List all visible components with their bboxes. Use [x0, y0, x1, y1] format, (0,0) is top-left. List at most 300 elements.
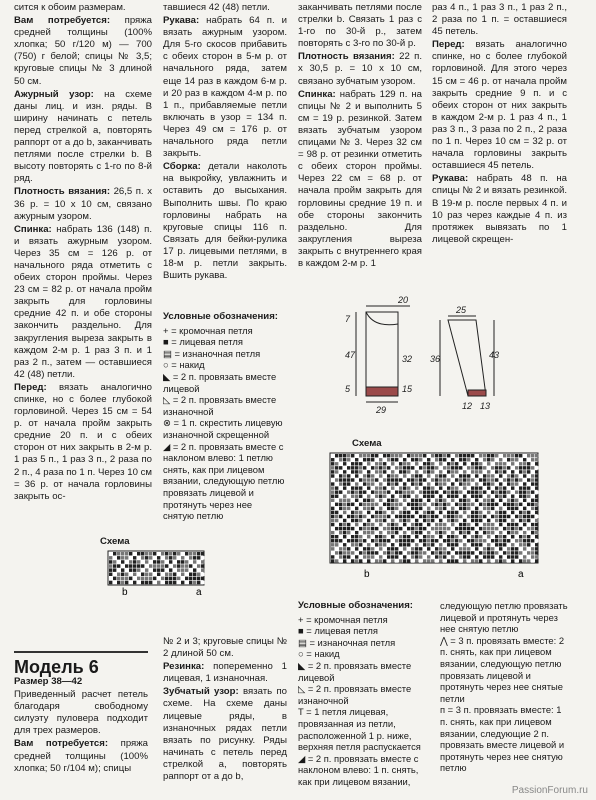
label-materials-2: Вам потребуется:: [14, 738, 109, 750]
pattern-cell: [511, 458, 514, 461]
pattern-cell: [379, 551, 382, 554]
label-sleeves: Рукава:: [163, 15, 200, 27]
pattern-cell: [435, 474, 438, 477]
pattern-cell: [407, 535, 410, 538]
pattern-cell: [511, 559, 514, 562]
pattern-cell: [495, 490, 498, 493]
pattern-cell: [387, 523, 390, 526]
pattern-cell: [387, 515, 390, 518]
pattern-cell: [459, 486, 462, 489]
pattern-cell: [335, 531, 338, 534]
pattern-cell: [511, 523, 514, 526]
pattern-cell: [117, 581, 120, 585]
pattern-cell: [125, 564, 128, 568]
pattern-cell: [511, 454, 514, 457]
pattern-cell: [387, 486, 390, 489]
pattern-cell: [503, 531, 506, 534]
pattern-cell: [343, 527, 346, 530]
pattern-cell: [455, 490, 458, 493]
pattern-cell: [447, 559, 450, 562]
pattern-cell: [487, 535, 490, 538]
pattern-cell: [407, 474, 410, 477]
pattern-cell: [431, 458, 434, 461]
pattern-cell: [471, 559, 474, 562]
pattern-cell: [403, 511, 406, 514]
pattern-cell: [379, 515, 382, 518]
legend-item: ◺ = 2 п. провязать вместе изнаночной: [163, 394, 277, 417]
pattern-cell: [395, 486, 398, 489]
pattern-cell: [403, 551, 406, 554]
legend-item: ◣ = 2 п. провязать вместе лицевой: [163, 370, 277, 394]
text-c3p0: заканчивать петлями после стрелки b. Связать 1 раз с 1-го по 30-й р., затем повторять с 3-го по 30-й р.: [298, 2, 422, 50]
pattern-cell: [467, 527, 470, 530]
pattern-cell: [523, 539, 526, 542]
pattern-cell: [491, 559, 494, 562]
pattern-cell: [479, 478, 482, 481]
pattern-cell: [431, 515, 434, 518]
pattern-cell: [471, 478, 474, 481]
pattern-cell: [351, 458, 354, 461]
pattern-cell: [515, 539, 518, 542]
pattern-cell: [351, 482, 354, 485]
pattern-cell: [511, 539, 514, 542]
pattern-cell: [483, 515, 486, 518]
legend-item: ◢ = 2 п. провязать вместе с наклоном влево: 1 петлю снять, как при лицевом вязании, следующую петлю провязать лицевой и протянуть через нее снятую петлю: [163, 440, 285, 522]
pattern-cell: [451, 559, 454, 562]
pattern-cell: [427, 535, 430, 538]
pattern-cell: [149, 564, 152, 568]
pattern-cell: [343, 462, 346, 465]
pattern-cell: [523, 551, 526, 554]
pattern-cell: [165, 552, 168, 556]
pattern-cell: [411, 543, 414, 546]
pattern-cell: [475, 503, 478, 506]
pattern-cell: [535, 519, 538, 522]
pattern-cell: [503, 519, 506, 522]
pattern-cell: [447, 499, 450, 502]
pattern-cell: [507, 486, 510, 489]
pattern-cell: [427, 454, 430, 457]
pattern-cell: [515, 527, 518, 530]
pattern-cell: [459, 470, 462, 473]
pattern-cell: [117, 556, 120, 560]
pattern-cell: [407, 495, 410, 498]
pattern-cell: [479, 559, 482, 562]
needles-text: № 2 и 3; круговые спицы № 2 длиной 50 см.: [163, 636, 287, 660]
pattern-cell: [387, 482, 390, 485]
pattern-cell: [451, 555, 454, 558]
pattern-cell: [459, 466, 462, 469]
pattern-cell: [519, 495, 522, 498]
pattern-cell: [391, 454, 394, 457]
pattern-cell: [351, 490, 354, 493]
pattern-cell: [443, 486, 446, 489]
pattern-cell: [363, 551, 366, 554]
pattern-cell: [419, 507, 422, 510]
pattern-cell: [495, 503, 498, 506]
pattern-cell: [335, 527, 338, 530]
pattern-cell: [535, 523, 538, 526]
pattern-cell: [113, 564, 116, 568]
pattern-cell: [455, 527, 458, 530]
pattern-cell: [367, 507, 370, 510]
pattern-cell: [451, 470, 454, 473]
pattern-cell: [511, 490, 514, 493]
pattern-cell: [471, 523, 474, 526]
pattern-cell: [519, 555, 522, 558]
pattern-cell: [423, 495, 426, 498]
pattern-cell: [427, 503, 430, 506]
pattern-cell: [455, 495, 458, 498]
pattern-cell: [165, 564, 168, 568]
pattern-cell: [403, 535, 406, 538]
pattern-cell: [157, 581, 160, 585]
pattern-cell: [343, 547, 346, 550]
pattern-cell: [113, 573, 116, 577]
pattern-cell: [181, 556, 184, 560]
pattern-cell: [447, 535, 450, 538]
legend-item: ▤ = изнаночная петля: [163, 347, 261, 359]
pattern-cell: [467, 458, 470, 461]
pattern-cell: [515, 507, 518, 510]
pattern-cell: [419, 527, 422, 530]
pattern-cell: [527, 551, 530, 554]
pattern-cell: [379, 547, 382, 550]
pattern-cell: [507, 559, 510, 562]
pattern-cell: [467, 466, 470, 469]
pattern-cell: [503, 515, 506, 518]
pattern-cell: [411, 559, 414, 562]
pattern-cell: [125, 568, 128, 572]
pattern-cell: [499, 511, 502, 514]
pattern-cell: [427, 495, 430, 498]
pattern-cell: [511, 503, 514, 506]
pattern-cell: [335, 466, 338, 469]
pattern-cell: [471, 551, 474, 554]
pattern-cell: [415, 531, 418, 534]
label-density-2: Плотность вязания:: [298, 51, 395, 63]
pattern-cell: [177, 564, 180, 568]
pattern-cell: [511, 499, 514, 502]
pattern-cell: [121, 573, 124, 577]
pattern-cell: [379, 519, 382, 522]
pattern-cell: [133, 552, 136, 556]
pattern-cell: [169, 556, 172, 560]
pattern-cell: [193, 568, 196, 572]
pattern-cell: [435, 547, 438, 550]
pattern-cell: [523, 466, 526, 469]
pattern-cell: [423, 543, 426, 546]
pattern-cell: [519, 466, 522, 469]
pattern-cell: [153, 552, 156, 556]
pattern-cell: [141, 552, 144, 556]
pattern-cell: [483, 535, 486, 538]
pattern-cell: [403, 515, 406, 518]
pattern-cell: [495, 466, 498, 469]
pattern-cell: [439, 462, 442, 465]
pattern-cell: [495, 527, 498, 530]
pattern-cell: [339, 478, 342, 481]
pattern-cell: [507, 466, 510, 469]
pattern-cell: [113, 577, 116, 581]
pattern-cell: [471, 539, 474, 542]
pattern-cell: [133, 564, 136, 568]
pattern-cell: [463, 458, 466, 461]
pattern-cell: [363, 454, 366, 457]
pattern-cell: [503, 511, 506, 514]
pattern-cell: [375, 495, 378, 498]
pattern-cell: [419, 490, 422, 493]
pattern-cell: [515, 531, 518, 534]
pattern-cell: [399, 547, 402, 550]
pattern-cell: [367, 515, 370, 518]
pattern-cell: [359, 458, 362, 461]
pattern-cell: [463, 495, 466, 498]
pattern-cell: [447, 547, 450, 550]
pattern-cell: [511, 470, 514, 473]
pattern-cell: [435, 531, 438, 534]
pattern-cell: [459, 474, 462, 477]
pattern-cell: [443, 543, 446, 546]
pattern-cell: [503, 470, 506, 473]
pattern-cell: [451, 531, 454, 534]
pattern-cell: [335, 515, 338, 518]
pattern-cell: [511, 515, 514, 518]
pattern-cell: [519, 458, 522, 461]
pattern-cell: [459, 527, 462, 530]
pattern-cell: [363, 531, 366, 534]
pattern-cell: [407, 559, 410, 562]
pattern-cell: [375, 515, 378, 518]
pattern-cell: [153, 564, 156, 568]
pattern-cell: [339, 470, 342, 473]
pattern-cell: [391, 531, 394, 534]
pattern-cell: [141, 564, 144, 568]
legend-item: ⊗ = 1 п. скрестить лицевую изнаночной скрещенной: [163, 417, 283, 440]
pattern-cell: [451, 458, 454, 461]
pattern-cell: [395, 527, 398, 530]
dim-rib-h: 15: [402, 384, 413, 394]
pattern-cell: [479, 527, 482, 530]
text-c4p2: [432, 173, 567, 246]
pattern-cell: [407, 531, 410, 534]
pattern-cell: [435, 535, 438, 538]
pattern-cell: [185, 577, 188, 581]
pattern-cell: [475, 519, 478, 522]
pattern-cell: [499, 454, 502, 457]
pattern-cell: [391, 519, 394, 522]
pattern-cell: [339, 499, 342, 502]
pattern-cell: [181, 564, 184, 568]
pattern-cell: [431, 454, 434, 457]
pattern-cell: [411, 495, 414, 498]
pattern-cell: [491, 499, 494, 502]
pattern-cell: [355, 531, 358, 534]
pattern-cell: [483, 523, 486, 526]
density-2-text: 22 п. х 30,5 р. = 10 х 10 см, связано зубчатым узором.: [298, 51, 422, 87]
pattern-cell: [359, 511, 362, 514]
pattern-cell: [331, 527, 334, 530]
pattern-cell: [475, 499, 478, 502]
pattern-cell: [431, 478, 434, 481]
pattern-cell: [415, 503, 418, 506]
pattern-cell: [499, 531, 502, 534]
pattern-cell: [339, 523, 342, 526]
pattern-cell: [387, 499, 390, 502]
pattern-cell: [355, 462, 358, 465]
pattern-cell: [367, 535, 370, 538]
pattern-cell: [197, 552, 200, 556]
legend-item: T = 1 петля лицевая, провязанная из петли, расположенной 1 р. ниже, верхняя петля распускается: [298, 706, 421, 753]
pattern-cell: [129, 568, 132, 572]
pattern-cell: [347, 486, 350, 489]
pattern-cell: [459, 458, 462, 461]
pattern-cell: [455, 466, 458, 469]
pattern-cell: [411, 462, 414, 465]
pattern-cell: [355, 559, 358, 562]
pattern-cell: [415, 458, 418, 461]
pattern-cell: [371, 462, 374, 465]
pattern-cell: [379, 511, 382, 514]
pattern-cell: [535, 478, 538, 481]
assembly-text: детали наколоть на выкройку, увлажнить и оставить до высыхания. Выполнить швы. По краю горловины набрать на круговые спицы 116 п. Связать для бейки-рулика 17 р. лицевыми петлями, в 18-м р. петли закрыть. Вшить рукава.: [163, 161, 287, 282]
pattern-cell: [487, 486, 490, 489]
pattern-cell: [451, 466, 454, 469]
pattern-cell: [431, 495, 434, 498]
pattern-cell: [451, 543, 454, 546]
pattern-cell: [343, 559, 346, 562]
pattern-cell: [519, 519, 522, 522]
pattern-drawing: [300, 292, 500, 417]
pattern-cell: [439, 519, 442, 522]
legend-item: ○ = накид: [298, 648, 340, 660]
pattern-cell: [375, 559, 378, 562]
pattern-cell: [363, 458, 366, 461]
pattern-cell: [439, 507, 442, 510]
pattern-cell: [423, 507, 426, 510]
pattern-cell: [177, 577, 180, 581]
materials-2: [14, 738, 148, 774]
pattern-cell: [531, 495, 534, 498]
pattern-cell: [157, 564, 160, 568]
pattern-cell: [447, 519, 450, 522]
pattern-cell: [367, 511, 370, 514]
legend-item: ■ = лицевая петля: [298, 625, 378, 637]
pattern-cell: [367, 499, 370, 502]
pattern-cell: [527, 490, 530, 493]
pattern-cell: [427, 499, 430, 502]
label-sleeves-2: Рукава:: [432, 173, 469, 185]
pattern-cell: [451, 523, 454, 526]
tooth-text: [163, 686, 287, 783]
pattern-cell: [351, 478, 354, 481]
pattern-cell: [447, 482, 450, 485]
pattern-cell: [169, 577, 172, 581]
pattern-cell: [435, 503, 438, 506]
pattern-cell: [535, 462, 538, 465]
pattern-cell: [335, 462, 338, 465]
pattern-cell: [435, 551, 438, 554]
pattern-cell: [479, 486, 482, 489]
front-text: вязать аналогично спинке, но с более глубокой горловиной. Через 15 см = 54 р. от начала пройм закрыть средние 20 п. и с обеих сторон от них закрыть в 2-м р. 1 раз 5 п., 1 раз 3 п., 2 раза по 2 п., 4 раза по 1 п. Через 10 см = 36 р. от начала горловины закрыть ос-: [14, 381, 152, 502]
pattern-cell: [495, 478, 498, 481]
pattern-cell: [375, 507, 378, 510]
pattern-cell: [531, 458, 534, 461]
pattern-cell: [335, 490, 338, 493]
pattern-cell: [475, 551, 478, 554]
pattern-cell: [165, 556, 168, 560]
pattern-cell: [395, 515, 398, 518]
pattern-cell: [487, 539, 490, 542]
pattern-cell: [479, 519, 482, 522]
pattern-cell: [331, 543, 334, 546]
pattern-cell: [331, 490, 334, 493]
pattern-cell: [383, 551, 386, 554]
pattern-cell: [395, 519, 398, 522]
pattern-cell: [515, 523, 518, 526]
pattern-cell: [495, 511, 498, 514]
pattern-cell: [109, 577, 112, 581]
pattern-cell: [359, 531, 362, 534]
pattern-cell: [371, 547, 374, 550]
legend-item: + = кромочная петля: [163, 324, 253, 336]
pattern-cell: [523, 470, 526, 473]
pattern-cell: [499, 559, 502, 562]
sleeves-text: набрать 64 п. и вязать ажурным узором. Для 5-го скосов прибавить с обеих сторон в 5-м р. от начального ряда, затем еще 14 раз в каждом 6-м р. и 20 раз в каждом 4-м р. по 1 п., прибавляемые петли включать в узор = 134 п. Через 49 см = 176 р. от начального ряда петли закрыть.: [163, 15, 287, 160]
pattern-cell: [343, 507, 346, 510]
pattern-cell: [375, 499, 378, 502]
pattern-cell: [483, 551, 486, 554]
pattern-cell: [419, 482, 422, 485]
pattern-cell: [483, 474, 486, 477]
pattern-cell: [371, 527, 374, 530]
pattern-cell: [355, 478, 358, 481]
pattern-cell: [451, 503, 454, 506]
pattern-cell: [383, 523, 386, 526]
back-text: набрать 136 (148) п. и вязать ажурным узором. Через 35 см = 126 р. от начального ряда отметить с обеих сторон проймы. Через 23 см = 82 р. от начала пройм закрыть для горловины средние 42 п. и обе стороны закончить раздельно. Для закругления выреза закрыть в каждом 2-м р. 1 раз 3 п. и 1 раз 2 п., затем — оставшиеся 42 (48) петли.: [14, 223, 152, 380]
pattern-cell: [535, 482, 538, 485]
pattern-cell: [335, 454, 338, 457]
pattern-cell: [411, 470, 414, 473]
pattern-cell: [427, 531, 430, 534]
pattern-cell: [431, 551, 434, 554]
pattern-cell: [415, 490, 418, 493]
pattern-cell: [335, 547, 338, 550]
pattern-cell: [113, 581, 116, 585]
pattern-cell: [161, 581, 164, 585]
pattern-cell: [439, 511, 442, 514]
pattern-cell: [415, 511, 418, 514]
pattern-cell: [363, 515, 366, 518]
pattern-cell: [149, 556, 152, 560]
pattern-cell: [467, 551, 470, 554]
pattern-cell: [339, 490, 342, 493]
pattern-cell: [359, 462, 362, 465]
pattern-cell: [379, 559, 382, 562]
pattern-cell: [459, 531, 462, 534]
pattern-cell: [173, 573, 176, 577]
pattern-cell: [475, 539, 478, 542]
pattern-cell: [331, 466, 334, 469]
pattern-cell: [519, 543, 522, 546]
pattern-cell: [363, 474, 366, 477]
pattern-cell: [459, 555, 462, 558]
pattern-cell: [391, 559, 394, 562]
pattern-cell: [523, 559, 526, 562]
pattern-cell: [463, 503, 466, 506]
pattern-cell: [499, 499, 502, 502]
pattern-cell: [435, 555, 438, 558]
